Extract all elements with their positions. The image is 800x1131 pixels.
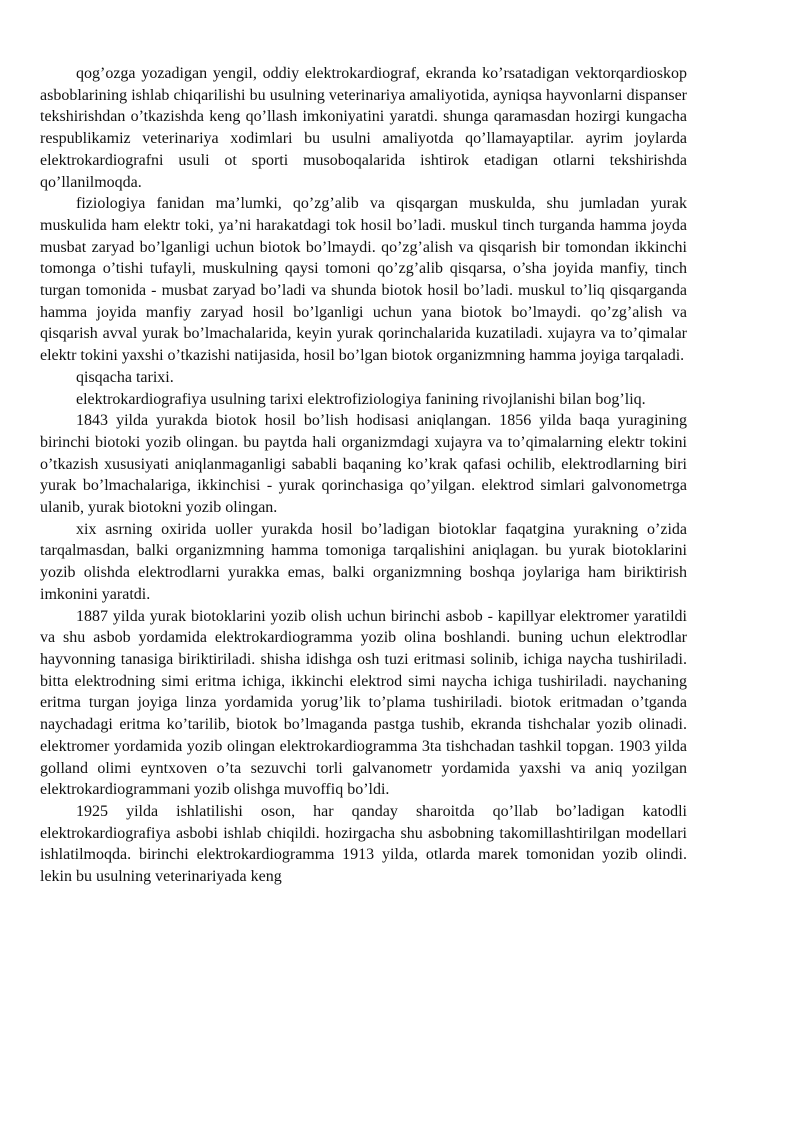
section-heading-history: qisqacha tarixi. [76,368,174,386]
paragraph-history-intro: elektrokardiografiya usulning tarixi elektrofiziologiya fanining rivojlanishi bilan bog’liq. [76,390,646,408]
paragraph-1925: 1925 yilda ishlatilishi oson, har qanday sharoitda qo’llab bo’ladigan katodli elektrokardiografiya asbobi ishlab chiqildi. hozirgacha shu asbobning takomillashtirilgan modellari ishlatilmoqda. birinchi elektrokardiogramma 1913 yilda, otlarda marek tomonidan yozib olindi. lekin bu usulning veterinariyada keng [40,802,687,886]
paragraph-1887: 1887 yilda yurak biotoklarini yozib olish uchun birinchi asbob - kapillyar elektromer yaratildi va shu asbob yordamida elektrokardiogramma yozib olina boshlandi. buning uchun elektrodlar hayvonning tanasiga biriktiriladi. shisha idishga osh tuzi eritmasi solinib, ichiga naycha tushiriladi. bitta elektrodning simi eritma ichiga, ikkinchi elektrod simi naycha ichiga tushiriladi. naychaning eritma turgan joyiga linza yordamida yorug’lik to’plama tushiriladi. biotok eritmadan o’tganda naychadagi eritma ko’tarilib, biotok bo’lmaganda pastga tushib, ekranda tishchalar yozib olinadi. elektromer yordamida yozib olingan elektrokardiogramma 3ta tishchadan tashkil topgan. 1903 yilda golland olimi eyntxoven o’ta sezuvchi torli galvanometr yordamida yaxshi va aniq yozilgan elektrokardiogrammani yozib olishga muvoffiq bo’ldi. [40,607,687,799]
paragraph-intro-continuation: qog’ozga yozadigan yengil, oddiy elektrokardiograf, ekranda ko’rsatadigan vektorqardioskop asboblarining ishlab chiqarilishi bu usulning veterinariya amaliyotida, ayniqsa hayvonlarni dispanser tekshirishdan o’tkazishda keng qo’llash imkoniyatini yaratdi. shunga qaramasdan hozirgi kungacha respublikamiz veterinariya xodimlari bu usulni amaliyotda qo’llamayaptilar. ayrim joylarda elektrokardiografni usuli ot sporti musoboqalarida ishtirok etadigan otlarni tekshirishda qo’llanilmoqda. [40,65,687,191]
paragraph-1843: 1843 yilda yurakda biotok hosil bo’lish hodisasi aniqlangan. 1856 yilda baqa yuragining birinchi biotoki yozib olingan. bu paytda hali organizmdagi xujayra va to’qimalarning elektr tokini o’tkazish xususiyati aniqlanmaganligi sababli baqaning ko’krak qafasi ochilib, elektrodlarning biri yurak bo’lmachalariga, ikkinchisi - yurak qorinchasiga qo’yilgan. elektrod simlari galvonometrga ulanib, yurak biotokni yozib olingan. [40,412,687,517]
paragraph-physiology: fiziologiya fanidan ma’lumki, qo’zg’alib va qisqargan muskulda, shu jumladan yurak muskulida ham elektr toki, ya’ni harakatdagi tok hosil bo’ladi. muskul tinch turganda hamma joyda musbat zaryad bo’lganligi uchun biotok bo’lmaydi. qo’zg’alish va qisqarish bir tomondan ikkinchi tomonga o’tishi tufayli, muskulning qaysi tomoni qo’zg’alib qisqarsa, o’sha joyida manfiy, tinch turgan tomonida - musbat zaryad bo’ladi va shunda biotok hosil bo’ladi. muskul to’liq qisqarganda hamma joyida manfiy zaryad hosil bo’lganligi uchun yana biotok bo’lmaydi. qo’zg’alish va qisqarish avval yurak bo’lmachalarida, keyin yurak qorinchalarida kuzatiladi. xujayra va to’qimalar elektr tokini yaxshi o’tkazishi natijasida, hosil bo’lgan biotok organizmning hamma joyiga tarqaladi. [40,195,687,365]
paragraph-xix-century: xix asrning oxirida uoller yurakda hosil bo’ladigan biotoklar faqatgina yurakning o’zida tarqalmasdan, balki organizmning hamma tomoniga tarqalishini aniqlagan. bu yurak biotoklarini yozib olishda elektrodlarni yurakka emas, balki organizmning boshqa joylariga ham biriktirish imkonini yaratdi. [40,520,687,603]
